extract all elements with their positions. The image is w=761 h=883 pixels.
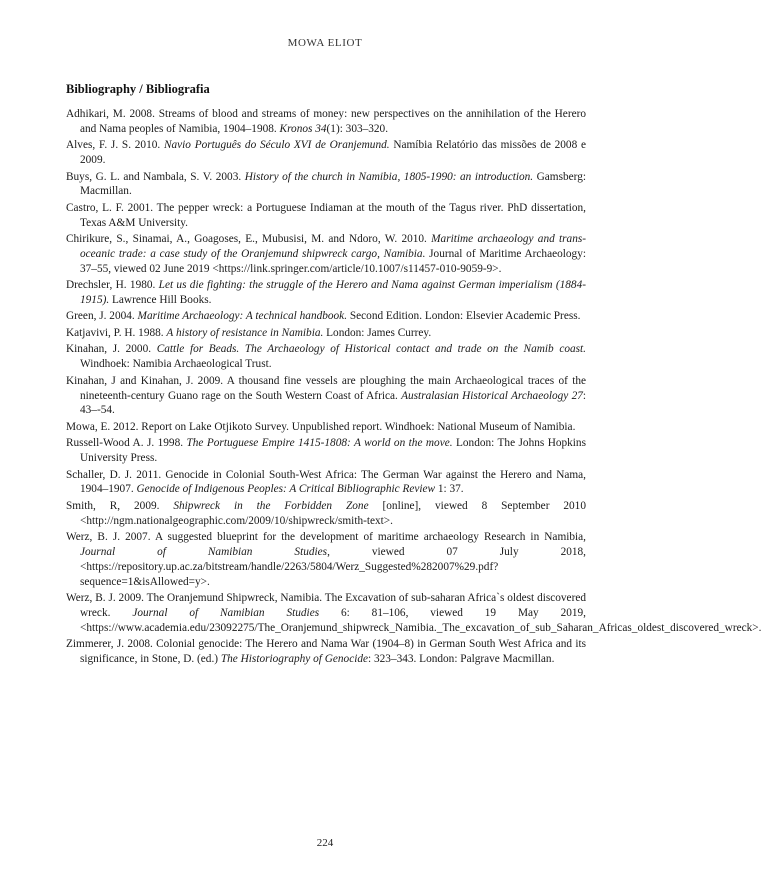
entry-text: Kinahan, J. 2000. <box>66 343 157 356</box>
bibliography-entry <box>66 420 586 435</box>
entry-italic-text: Maritime Archaeology: A technical handbook. <box>137 310 348 323</box>
bibliography-entry <box>66 436 586 466</box>
section-title: Bibliography / Bibliografia <box>66 82 210 96</box>
entry-text: Alves, F. J. S. 2010. <box>66 139 164 152</box>
entry-italic-text: Australasian Historical Archaeology 27 <box>401 389 583 402</box>
bibliography-entry <box>66 278 586 308</box>
entry-italic-text: History of the church in Namibia, 1805-1990: an introduction. <box>244 170 534 183</box>
entry-italic-text: Navio Português do Século XVI de Oranjemund. <box>163 139 390 152</box>
entry-text: Namíbia Relatório das missões de 2008 e 2009. <box>80 139 586 167</box>
bibliography-entry <box>66 232 586 276</box>
entry-text: Drechsler, H. 1980. <box>66 279 159 292</box>
entry-text: Smith, R, 2009. <box>66 499 174 512</box>
entry-text: Mowa, E. 2012. Report on Lake Otjikoto Survey. Unpublished report. Windhoek: National Museum of Namibia. <box>66 420 576 433</box>
entry-text: Werz, B. J. 2009. The Oranjemund Shipwreck, Namibia. The Excavation of sub-saharan Africa`s oldest discovered wreck. <box>66 592 586 619</box>
entry-text: Kinahan, J and Kinahan, J. 2009. A thousand fine vessels are ploughing the main Archaeological traces of the nineteenth-century Guano rage on the South Western Coast of Africa. <box>66 374 586 402</box>
entry-text: Green, J. 2004. <box>66 310 138 323</box>
entry-text: 1: 37. <box>435 483 464 496</box>
bibliography-entry <box>66 499 586 529</box>
entry-text: (1): 303–320. <box>326 122 389 135</box>
entry-italic-text: Kronos 34 <box>279 122 327 135</box>
bibliography-entry <box>66 468 586 498</box>
running-head: MOWA ELIOT <box>287 37 363 49</box>
entry-text: Russell-Wood A. J. 1998. <box>66 437 187 450</box>
entry-italic-text: Let us die fighting: the struggle of the Herero and Nama against German imperialism (1884-1915). <box>80 279 586 306</box>
bibliography-entry <box>66 342 586 372</box>
entry-text: Zimmerer, J. 2008. Colonial genocide: The Herero and Nama War (1904–8) in German South West Africa and its significance, in Stone, D. (ed.) <box>66 638 586 665</box>
entry-text: Second Edition. London: Elsevier Academic Press. <box>347 310 581 323</box>
entry-text: Gamsberg: Macmillan. <box>80 170 586 198</box>
entry-text: Lawrence Hill Books. <box>109 294 212 306</box>
entry-italic-text: Cattle for Beads. The Archaeology of Historical contact and trade on the Namib coast. <box>156 343 586 356</box>
entry-text: [online], viewed 8 September 2010 <http://ngm.nationalgeographic.com/2009/10/shipwreck/smith-text>. <box>80 499 586 527</box>
bibliography-entry <box>66 138 586 168</box>
bibliography-entry <box>66 374 586 418</box>
entry-text: Schaller, D. J. 2011. Genocide in Colonial South-West Africa: The German War against the Herero and Nama, 1904–1907. <box>66 468 586 496</box>
entry-text: 6: 81–106, viewed 19 May 2019, <https://www.academia.edu/23092275/The_Oranjemund_shipwreck_Namibia._The_excavation_of_sub_Saharan_Africas_oldest_discovered_wreck>. <box>80 606 761 634</box>
bibliography-entry <box>66 326 586 341</box>
entry-text: , viewed 07 July 2018, <https://repository.up.ac.za/bitstream/handle/2263/5804/Werz_Suggested%282007%29.pdf?sequence=1&isAllowed=y>. <box>80 545 586 588</box>
entry-text: Journal of Maritime Archaeology: 37–55, viewed 02 June 2019 <https://link.springer.com/article/10.1007/s11457-010-9059-9>. <box>80 247 586 275</box>
entry-text: : 43–-54. <box>80 389 587 417</box>
entry-text: Windhoek: Namibia Archaeological Trust. <box>80 358 272 371</box>
entry-text: Katjavivi, P. H. 1988. <box>66 326 167 339</box>
bibliography-entry <box>66 170 586 200</box>
entry-italic-text: The Historiography of Genocide <box>220 652 369 665</box>
entry-italic-text: Genocide of Indigenous Peoples: A Critical Bibliographic Review <box>136 483 436 496</box>
bibliography-entry <box>66 201 586 231</box>
entry-text: : 323–343. London: Palgrave Macmillan. <box>368 652 555 665</box>
entry-text: London: The Johns Hopkins University Press. <box>80 437 586 465</box>
entry-text: London: James Currey. <box>323 326 432 339</box>
entry-italic-text: Journal of Namibian Studies <box>80 545 328 558</box>
entry-italic-text: A history of resistance in Namibia. <box>166 326 324 339</box>
entry-text: Adhikari, M. 2008. Streams of blood and streams of money: new perspectives on the annihilation of the Herero and Nama peoples of Namibia, 1904–1908. <box>66 108 586 135</box>
bibliography-entry <box>66 530 586 589</box>
bibliography-entry <box>66 107 586 137</box>
bibliography-entry <box>66 637 586 667</box>
entry-text: Chirikure, S., Sinamai, A., Goagoses, E., Mubusisi, M. and Ndoro, W. 2010. <box>66 233 432 246</box>
entry-italic-text: Shipwreck in the Forbidden Zone <box>173 499 369 512</box>
entry-italic-text: Journal of Namibian Studies <box>132 606 320 619</box>
bibliography-entry <box>66 309 586 324</box>
entry-text: Werz, B. J. 2007. A suggested blueprint for the development of maritime archaeology Research in Namibia, <box>66 531 586 544</box>
entry-text: Buys, G. L. and Nambala, S. V. 2003. <box>66 170 245 183</box>
bibliography-list <box>66 107 761 668</box>
entry-text: Castro, L. F. 2001. The pepper wreck: a Portuguese Indiaman at the mouth of the Tagus river. PhD dissertation, Texas A&M University. <box>66 201 586 229</box>
bibliography-entry <box>66 591 761 635</box>
page-number: 224 <box>316 837 334 849</box>
entry-italic-text: Maritime archaeology and trans-oceanic trade: a case study of the Oranjemund shipwreck cargo, Namibia. <box>80 233 587 260</box>
entry-italic-text: The Portuguese Empire 1415-1808: A world on the move. <box>186 437 453 450</box>
